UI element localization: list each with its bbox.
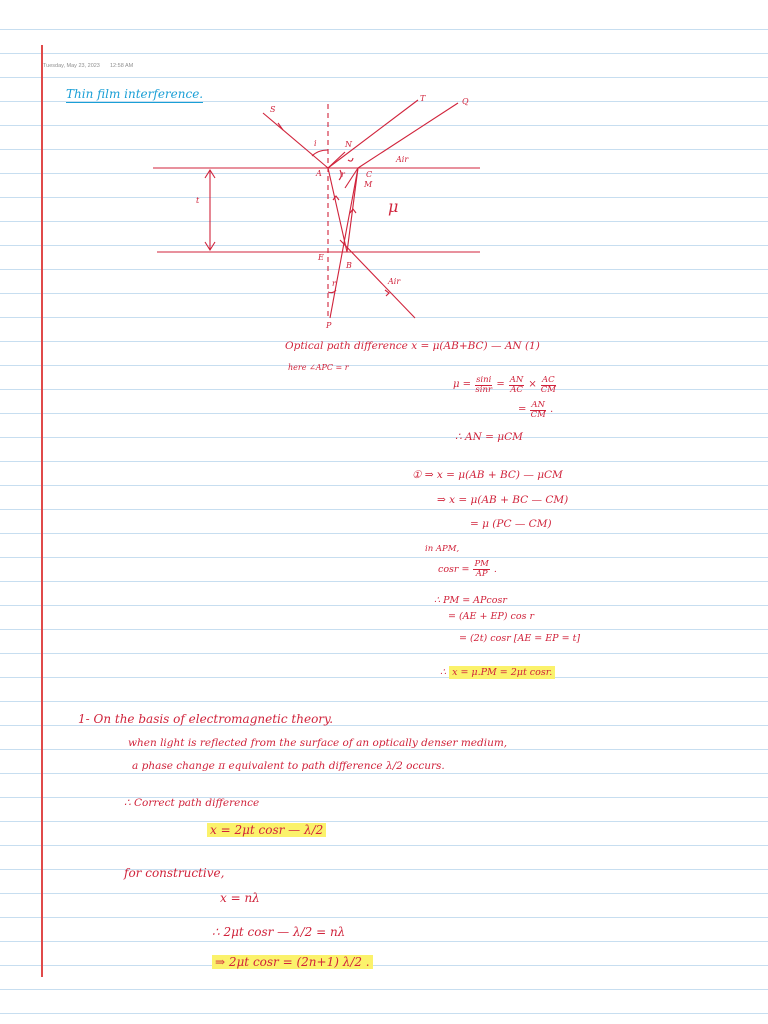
label-b: B	[346, 261, 352, 270]
triangle-apm-label: in APM,	[425, 544, 460, 554]
label-i: i	[314, 139, 317, 148]
snell-equation: μ = $\frac{\sin i}{\sin r}$ = $\frac{AN}{AC}$ × $\frac{AC}{CM}$	[453, 375, 556, 395]
label-c: C	[366, 170, 373, 179]
label-s: S	[270, 105, 276, 114]
label-air-top: Air	[396, 155, 409, 164]
constructive-equation: ∴ 2μt cosr — λ/2 = nλ	[212, 925, 346, 939]
note-time: 12:58 AM	[110, 63, 134, 69]
pm-expansion-2: = (2t) cosr [AE = EP = t]	[459, 633, 581, 644]
an-equals-line: ∴ AN = μCM	[455, 431, 523, 443]
incident-ray	[263, 113, 328, 168]
label-e: E	[318, 253, 324, 262]
substitution-line-1: ① ⇒ x = μ(AB + BC) — μCM	[412, 469, 563, 481]
note-title: Thin film interference.	[66, 87, 204, 101]
optical-path-line: Optical path difference x = μ(AB+BC) — AN (1)	[285, 340, 540, 352]
thin-film-diagram	[0, 0, 768, 340]
label-m: M	[364, 180, 373, 189]
label-r-bottom: r	[332, 279, 336, 288]
pm-line: ∴ PM = APcosr	[434, 595, 507, 606]
constructive-result: ⇒ 2μt cosr = (2n+1) λ/2 .	[212, 955, 373, 969]
label-air-bottom: Air	[388, 277, 401, 286]
ratio-equation: = $\frac{AN}{CM}$ .	[518, 400, 554, 420]
substitution-line-2: ⇒ x = μ(AB + BC — CM)	[437, 494, 569, 506]
cosine-equation: cosr = $\frac{PM}{AP}$ .	[438, 559, 497, 579]
em-theory-text-2: a phase change π equivalent to path difference λ/2 occurs.	[132, 760, 445, 772]
path-difference-result: ∴ x = μ.PM = 2μt cosr.	[440, 668, 555, 678]
em-theory-text-1: when light is reflected from the surface of an optically denser medium,	[128, 737, 508, 749]
label-q: Q	[462, 97, 469, 106]
label-mu: μ	[388, 197, 399, 216]
substitution-line-3: = μ (PC — CM)	[470, 518, 552, 530]
label-t-thickness: t	[196, 196, 200, 205]
label-p: P	[326, 321, 332, 330]
corrected-formula: x = 2μt cosr — λ/2	[207, 823, 326, 837]
label-t: T	[420, 94, 426, 103]
label-r-top: r	[341, 170, 345, 179]
corrected-label: ∴ Correct path difference	[124, 797, 260, 809]
constructive-label: for constructive,	[124, 866, 225, 880]
constructive-condition: x = nλ	[220, 891, 260, 905]
perpendicular-an	[328, 152, 345, 168]
em-theory-heading: 1- On the basis of electromagnetic theory.	[78, 712, 334, 726]
angle-note: here ∠APC = r	[288, 363, 349, 372]
extended-ray-cp	[330, 168, 358, 318]
label-n: N	[345, 140, 352, 149]
label-a: A	[316, 169, 322, 178]
note-date: Tuesday, May 23, 2023	[43, 63, 100, 69]
pm-expansion-1: = (AE + EP) cos r	[448, 611, 535, 622]
